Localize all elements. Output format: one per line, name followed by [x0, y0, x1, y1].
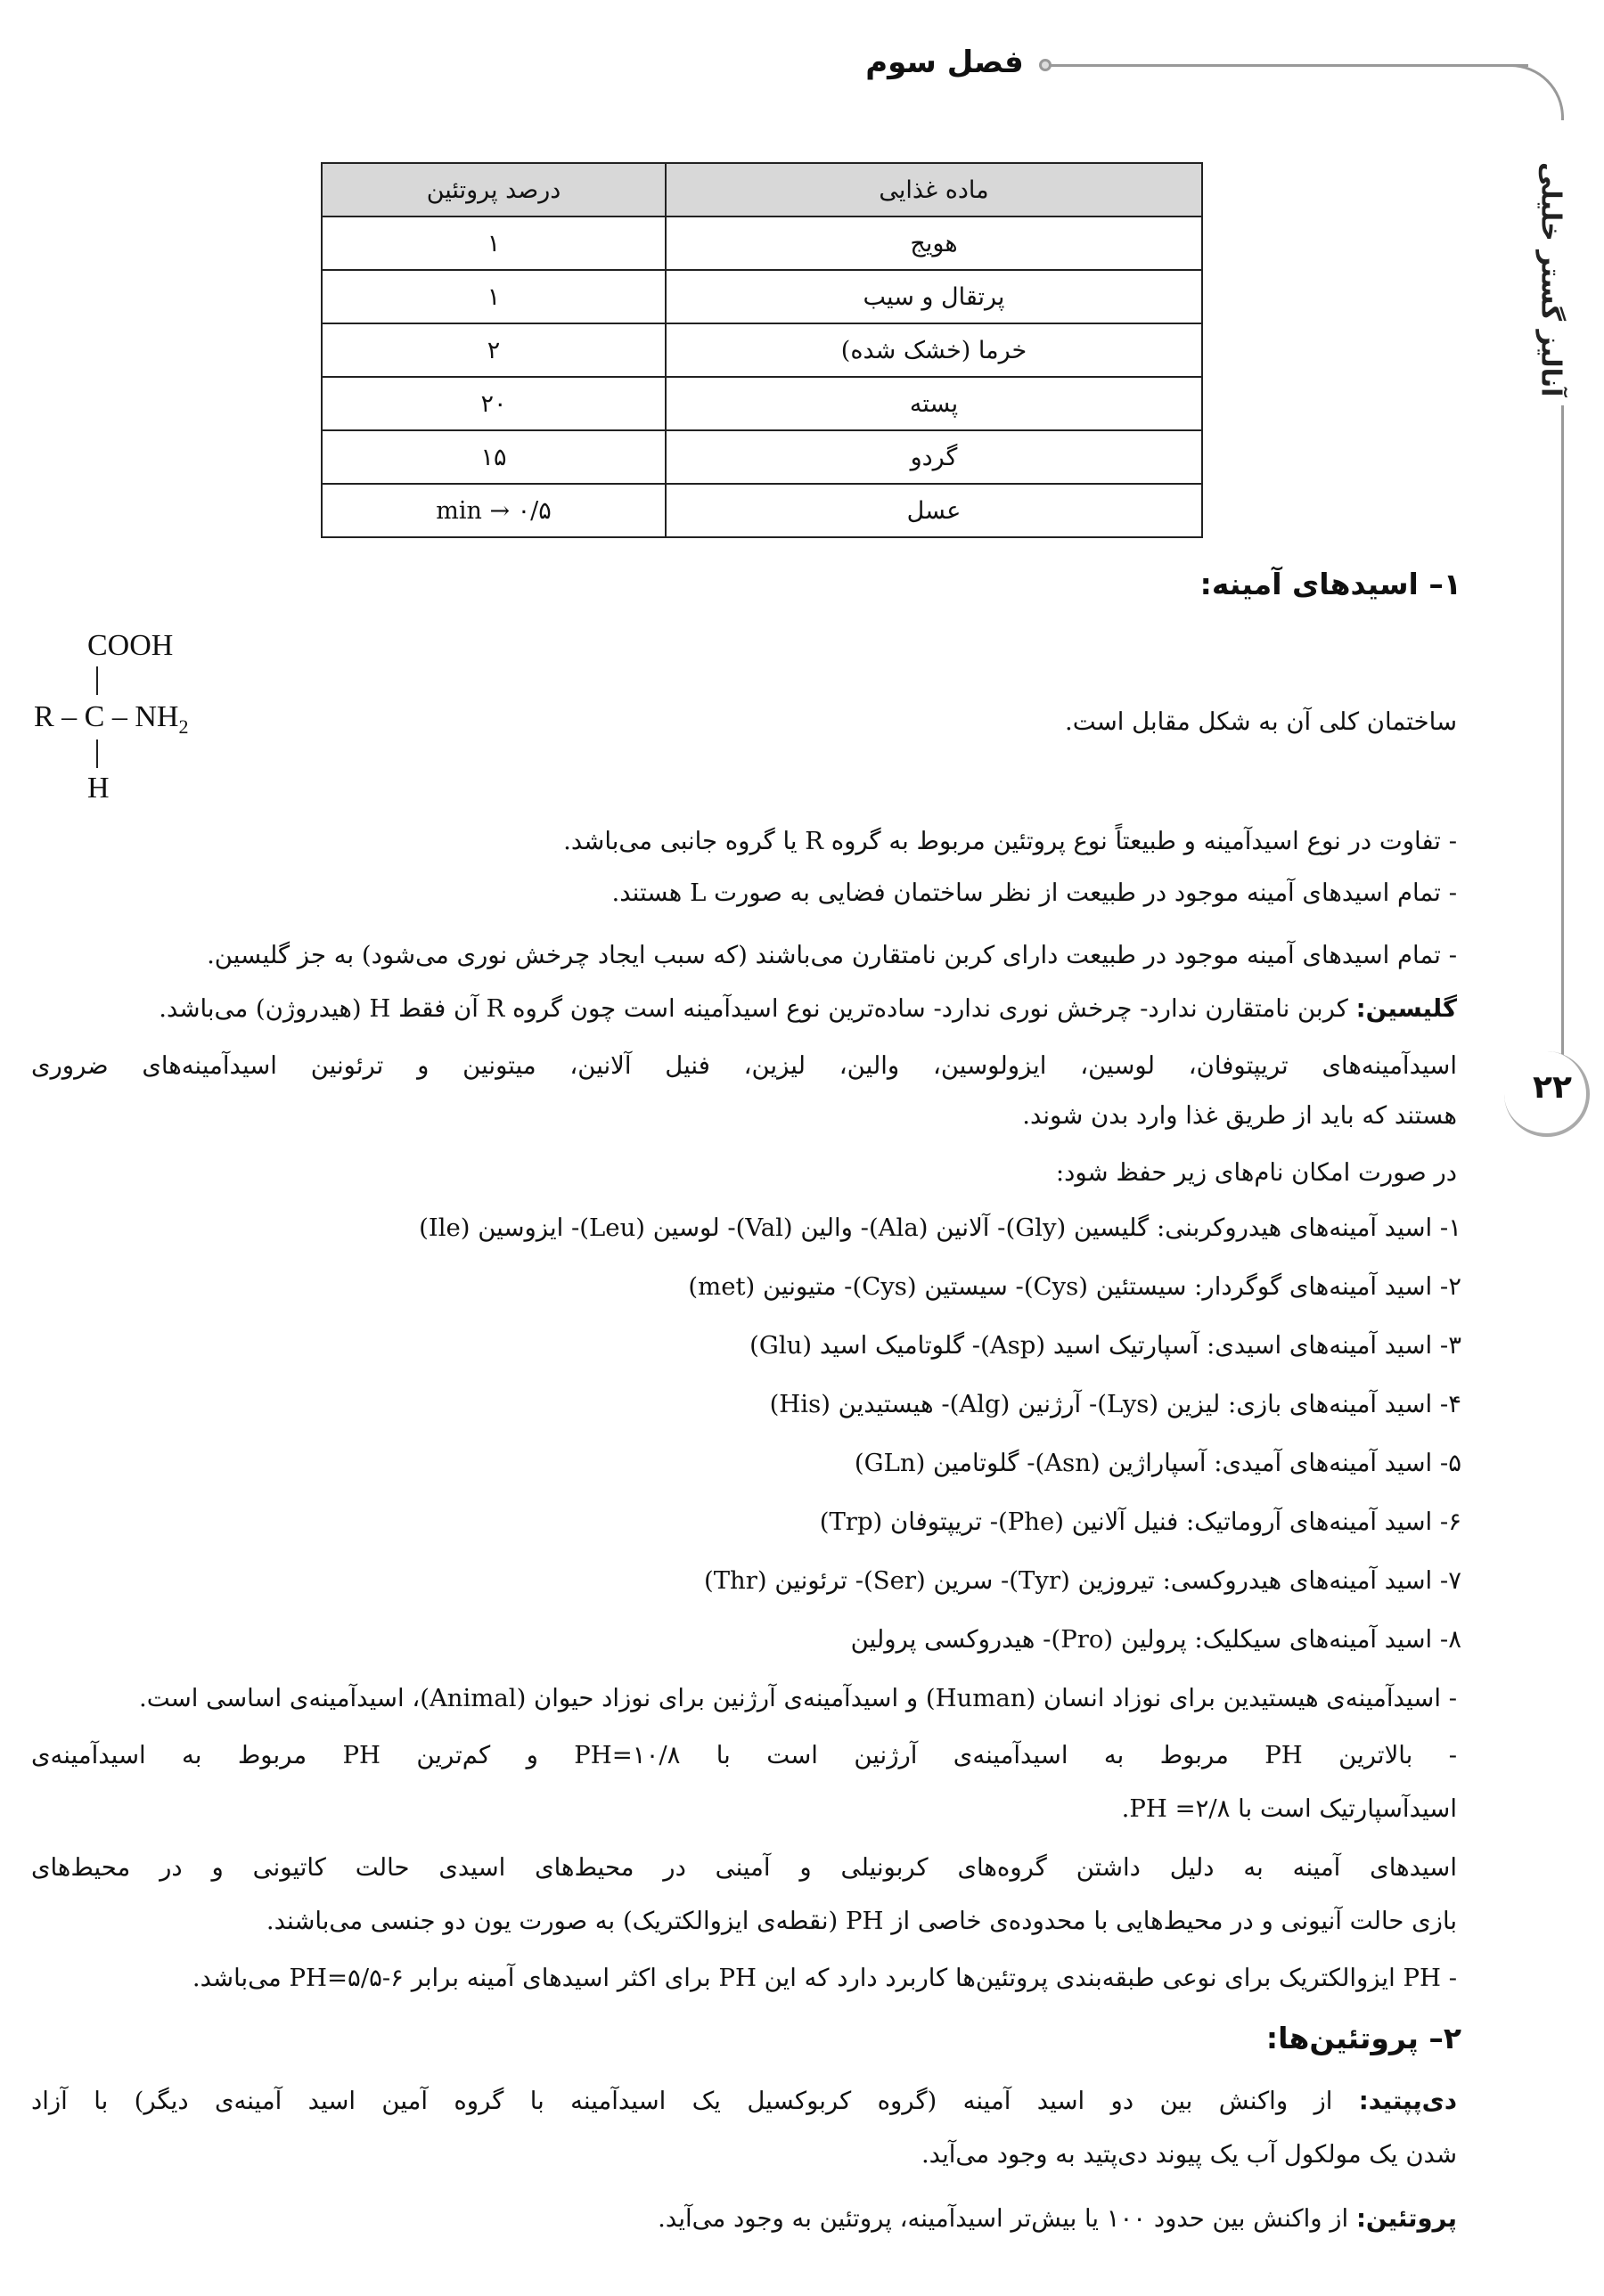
table-row	[322, 217, 1202, 270]
histidine-note: - اسیدآمینه‌ی هیستیدین برای نوزاد انسان (Human) و اسیدآمینه‌ی آرژنین برای نوزاد حیوان (Animal)، اسیدآمینه‌ی اساسی است.	[139, 1684, 1457, 1712]
table-cell-food: گردو	[666, 430, 1202, 484]
chapter-title: فصل سوم	[865, 45, 1024, 80]
table-cell-percent: ۱	[322, 270, 666, 323]
group-item: ۷- اسید آمینه‌های هیدروکسی: تیروزین (Tyr)- سرین (Ser)- ترئونین (Thr)	[703, 1566, 1461, 1595]
essential-line-1: اسیدآمینه‌های تریپتوفان، لوسین، ایزولوسین، والین، لیزین، فنیل آلانین، میتونین و ترئونین اسیدآمینه‌های ضروری	[31, 1051, 1457, 1080]
table-cell-percent: ۲	[322, 323, 666, 377]
table-cell-food: خرما (خشک شده)	[666, 323, 1202, 377]
protein-text: از واکنش بین حدود ۱۰۰ یا بیش‌تر اسیدآمینه، پروتئین به وجود می‌آید.	[658, 2204, 1349, 2233]
table-cell-percent: ۰/۵ → min	[322, 484, 666, 537]
structure-bond-top	[96, 666, 98, 695]
group-item: ۲- اسید آمینه‌های گوگردار: سیستئین (Cys)- سیستین (Cys)- متیونین (met)	[688, 1272, 1461, 1301]
structure-cooh: COOH	[87, 629, 174, 662]
table-header-percent: درصد پروتئین	[322, 163, 666, 217]
page-number: ۲۲	[1533, 1069, 1572, 1106]
group-item: ۶- اسید آمینه‌های آروماتیک: فنیل آلانین (Phe)- تریپتوفان (Trp)	[819, 1508, 1461, 1536]
dipeptide-line-2: شدن یک مولکول آب یک پیوند دی‌پتید به وجود می‌آید.	[921, 2140, 1457, 2169]
table-header-food: ماده غذایی	[666, 163, 1202, 217]
group-item: ۸- اسید آمینه‌های سیکلیک: پرولین (Pro)- هیدروکسی پرولین	[850, 1625, 1461, 1654]
structure-subscript: 2	[178, 715, 189, 738]
memorize-note: در صورت امکان نام‌های زیر حفظ شود:	[1055, 1158, 1457, 1187]
structure-intro: ساختمان کلی آن به شکل مقابل است.	[1065, 707, 1457, 736]
structure-left: R – C – NH	[34, 700, 179, 733]
group-item: ۴- اسید آمینه‌های بازی: لیزین (Lys)- آرژنین (Alg)- هیستیدین (His)	[769, 1390, 1461, 1418]
structure-h: H	[87, 772, 110, 805]
group-item: ۱- اسید آمینه‌های هیدروکربنی: گلیسین (Gly)- آلانین (Ala)- والین (Val)- لوسین (Leu)- ایزوسین (Ile)	[419, 1213, 1461, 1242]
ph-line-2: اسیدآسپارتیک است با PH =۲/۸.	[1121, 1794, 1457, 1823]
structure-bond-bottom	[96, 739, 98, 768]
group-item: ۵- اسید آمینه‌های آمیدی: آسپاراژین (Asn)- گلوتامین (GLn)	[854, 1449, 1461, 1477]
protein-table	[321, 162, 1203, 538]
dipeptide-label: دی‌پپتید:	[1358, 2087, 1457, 2115]
protein-label: پروتئین:	[1355, 2204, 1457, 2233]
bullet-chiral: - تمام اسیدهای آمینه موجود در طبیعت دارای کربن نامتقارن می‌باشند (که سبب ایجاد چرخش نوری می‌شود) به جز گلیسین.	[207, 941, 1457, 969]
table-row	[322, 377, 1202, 430]
essential-line-2: هستند که باید از طریق غذا وارد بدن شوند.	[1022, 1101, 1457, 1130]
table-cell-percent: ۲۰	[322, 377, 666, 430]
table-cell-food: پرتقال و سیب	[666, 270, 1202, 323]
dipeptide-line-1	[31, 2083, 1457, 2119]
header-rule	[1047, 64, 1528, 67]
table-header-row	[322, 163, 1202, 217]
glycine-paragraph	[31, 991, 1457, 1026]
glycine-text: کربن نامتقارن ندارد- چرخش نوری ندارد- ساده‌ترین نوع اسیدآمینه است چون گروه R آن فقط H (هیدروژن) می‌باشد.	[159, 994, 1348, 1023]
zwitter-line-2: بازی حالت آنیونی و در محیط‌هایی با محدوده‌ی خاصی از PH (نقطه‌ی ایزوالکتریک) به صورت یون دو جنسی می‌باشند.	[266, 1907, 1457, 1935]
table-row	[322, 430, 1202, 484]
protein-definition	[31, 2201, 1457, 2236]
isoelectric-note: - PH ایزوالکتریک برای نوعی طبقه‌بندی پروتئین‌ها کاربرد دارد که این PH برای اکثر اسیدهای آمینه برابر ۶-PH=۵/۵ می‌باشد.	[192, 1964, 1457, 1992]
bullet-r-group: - تفاوت در نوع اسیدآمینه و طبیعتاً نوع پروتئین مربوط به گروه R یا گروه جانبی می‌باشد.	[563, 827, 1457, 855]
header-dot	[1039, 59, 1052, 71]
dipeptide-text: از واکنش بین دو اسید آمینه (گروه کربوکسیل یک اسیدآمینه با گروه آمین اسید آمینه‌ی دیگر) با آزاد	[31, 2087, 1333, 2115]
side-title: آنالیز گستر خلیلی	[1515, 120, 1586, 405]
table-row	[322, 323, 1202, 377]
table-cell-percent: ۱	[322, 217, 666, 270]
zwitter-line-1: اسیدهای آمینه به دلیل داشتن گروه‌های کربونیلی و آمینی در محیط‌های اسیدی حالت کاتیونی و در محیط‌های	[31, 1853, 1457, 1882]
bullet-l-form: - تمام اسیدهای آمینه موجود در طبیعت از نظر ساختمان فضایی به صورت L هستند.	[611, 878, 1457, 907]
glycine-label: گلیسین:	[1355, 994, 1457, 1023]
section-heading-amino-acids: ۱– اسیدهای آمینه:	[1199, 567, 1461, 601]
table-cell-food: هویج	[666, 217, 1202, 270]
table-cell-food: عسل	[666, 484, 1202, 537]
group-item: ۳- اسید آمینه‌های اسیدی: آسپارتیک اسید (Asp)- گلوتامیک اسید (Glu)	[749, 1331, 1461, 1360]
table-cell-percent: ۱۵	[322, 430, 666, 484]
table-row	[322, 484, 1202, 537]
ph-line-1: - بالاترین PH مربوط به اسیدآمینه‌ی آرژنین است با PH=۱۰/۸ و کم‌ترین PH مربوط به اسیدآمینه‌ی	[31, 1741, 1457, 1769]
table-row	[322, 270, 1202, 323]
section-heading-proteins: ۲– پروتئین‌ها:	[1265, 2021, 1461, 2055]
table-cell-food: پسته	[666, 377, 1202, 430]
